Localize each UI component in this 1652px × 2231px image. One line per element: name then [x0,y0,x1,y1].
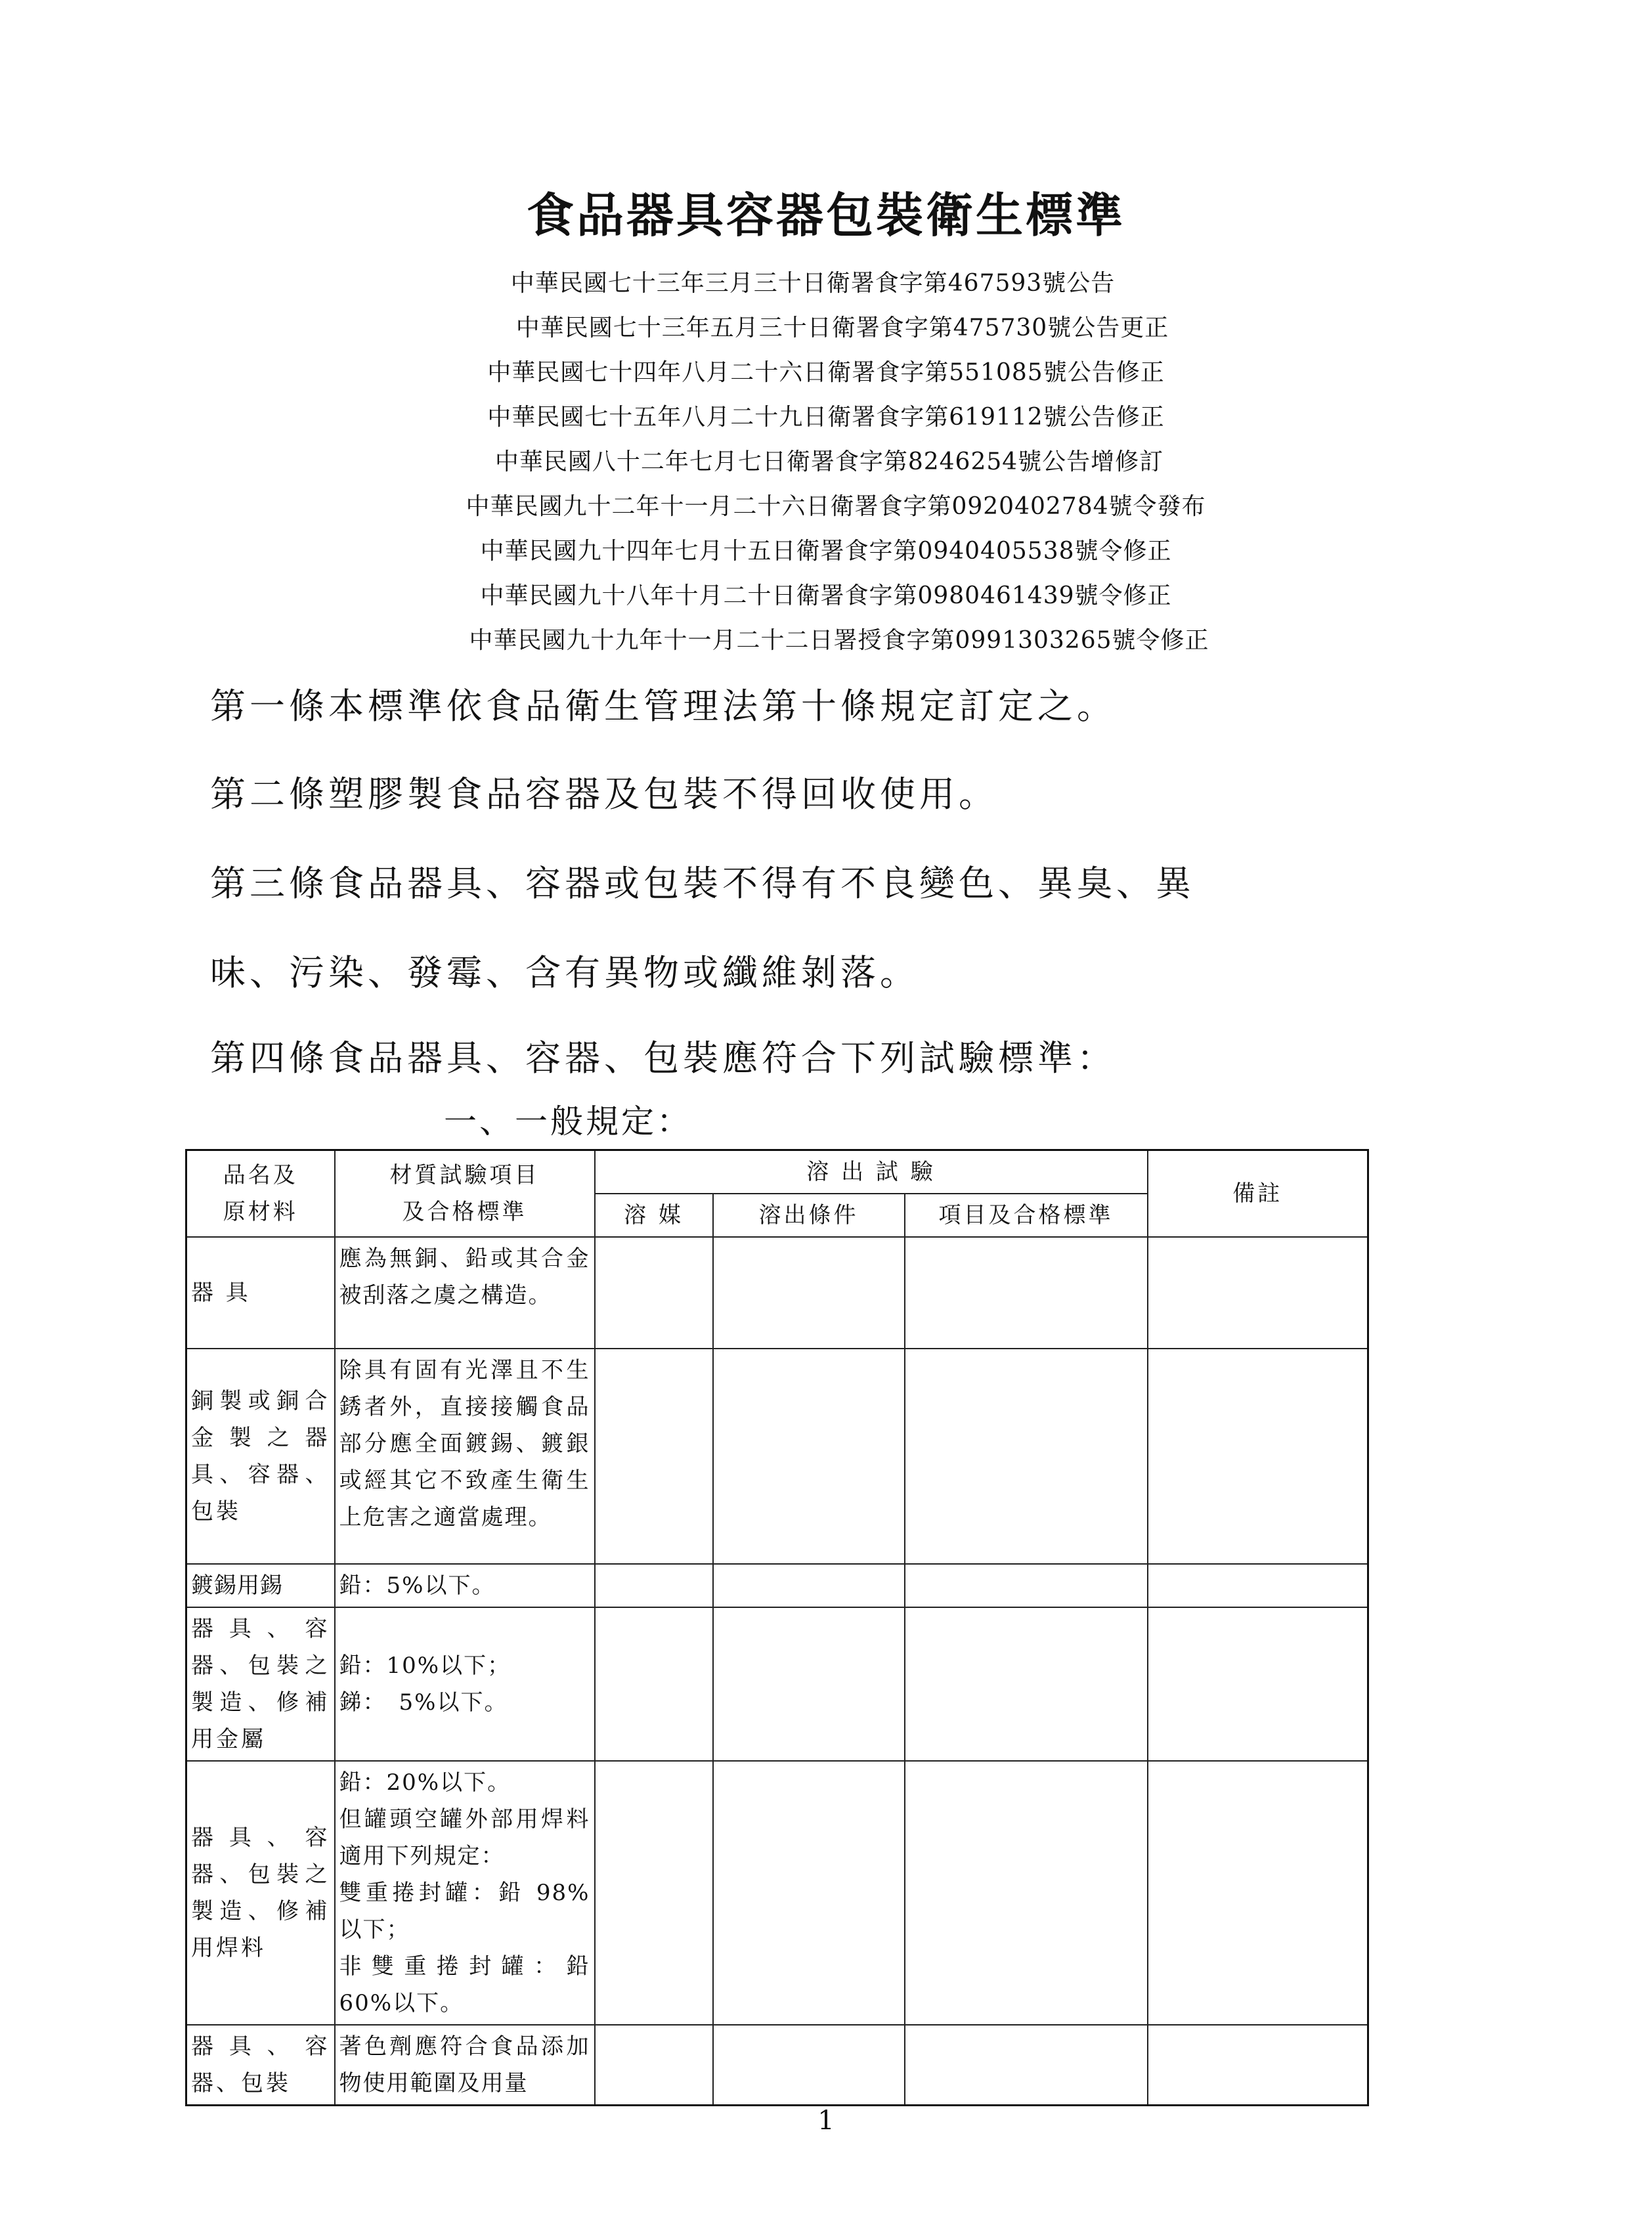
row-condition [713,1564,905,1607]
row-material [335,1607,595,1761]
article-3-line-1: 第三條食品器具、容器或包裝不得有不良變色、異臭、異 [210,863,1195,904]
row-solvent [595,1237,713,1349]
row-material: 除具有固有光澤且不生銹者外，直接接觸食品部分應全面鍍錫、鍍銀或經其它不致產生衛生上危害之適當處理。 [335,1349,595,1564]
row-item-standard [905,1564,1148,1607]
row-solvent [595,1349,713,1564]
row-material: 著色劑應符合食品添加物使用範圍及用量 [335,2025,595,2106]
article-4: 第四條食品器具、容器、包裝應符合下列試驗標準： [210,1037,1116,1079]
header-material-line: 材質試驗項目 [389,1162,540,1188]
test-standard-table [185,1149,1369,2106]
material-line: 銻： 5%以下。 [339,1689,508,1716]
row-condition [713,1761,905,2025]
row-name: 器 具 [186,1237,335,1349]
row-name: 銅製或銅合金製之器具、容器、包裝 [186,1349,335,1564]
section-heading-general: 一、一般規定： [444,1102,692,1140]
row-remarks [1148,1349,1368,1564]
document-title: 食品器具容器包裝衛生標準 [526,187,1125,243]
material-line: 鉛：10%以下； [339,1653,511,1679]
row-material [335,1761,595,2025]
row-solvent [595,1564,713,1607]
table-row [186,1349,1368,1564]
table-row [186,1607,1368,1761]
header-name-line: 原材料 [223,1199,298,1225]
row-solvent [595,2025,713,2106]
row-remarks [1148,2025,1368,2106]
table-row [186,1237,1368,1349]
row-item-standard [905,1761,1148,2025]
row-item-standard [905,1237,1148,1349]
row-condition [713,1349,905,1564]
material-line: 但罐頭空罐外部用焊料適用下列規定： [339,1806,590,1869]
history-line: 中華民國九十二年十一月二十六日衛署食字第0920402784號令發布 [466,493,1206,520]
article-1: 第一條本標準依食品衛生管理法第十條規定訂定之。 [210,685,1116,727]
page-number: 1 [817,2106,835,2136]
row-material: 應為無銅、鉛或其合金被刮落之虞之構造。 [335,1237,595,1349]
row-remarks [1148,1237,1368,1349]
row-material: 鉛：5%以下。 [335,1564,595,1607]
material-line: 鉛：20%以下。 [339,1769,511,1796]
row-name: 器具、容器、包裝 [186,2025,335,2106]
row-solvent [595,1761,713,2025]
history-line: 中華民國七十三年五月三十日衛署食字第475730號公告更正 [515,314,1169,341]
table-row [186,1564,1368,1607]
row-condition [713,2025,905,2106]
header-name [186,1150,335,1238]
amendment-history [0,261,1652,663]
history-line: 中華民國九十四年七月十五日衛署食字第0940405538號令修正 [480,538,1172,565]
row-remarks [1148,1761,1368,2025]
row-name: 鍍錫用錫 [186,1564,335,1607]
row-name: 器具、容器、包裝之製造、修補用焊料 [186,1761,335,2025]
history-line: 中華民國七十三年三月三十日衛署食字第467593號公告 [510,270,1116,297]
row-item-standard [905,2025,1148,2106]
header-dissolution: 溶 出 試 驗 [595,1150,1148,1194]
history-line: 中華民國九十八年十月二十日衛署食字第0980461439號令修正 [480,582,1172,609]
header-name-line: 品名及 [223,1162,298,1188]
header-remarks: 備註 [1148,1150,1368,1238]
row-item-standard [905,1349,1148,1564]
article-3-line-2: 味、污染、發霉、含有異物或纖維剝落。 [210,952,919,993]
history-line: 中華民國八十二年七月七日衛署食字第8246254號公告增修訂 [494,448,1164,475]
row-condition [713,1607,905,1761]
row-remarks [1148,1607,1368,1761]
header-material-line: 及合格標準 [402,1199,527,1225]
table-row [186,2025,1368,2106]
history-line: 中華民國七十四年八月二十六日衛署食字第551085號公告修正 [487,359,1165,386]
header-material [335,1150,595,1238]
material-line: 雙重捲封罐：鉛 98%以下； [339,1880,590,1943]
table-header-row [186,1150,1368,1194]
row-remarks [1148,1564,1368,1607]
header-item-standard: 項目及合格標準 [905,1194,1148,1237]
table-row [186,1761,1368,2025]
history-line: 中華民國九十九年十一月二十二日署授食字第0991303265號令修正 [469,627,1209,654]
row-item-standard [905,1607,1148,1761]
header-condition: 溶出條件 [713,1194,905,1237]
material-line: 非雙重捲封罐：鉛 60%以下。 [339,1953,590,2016]
header-solvent: 溶 媒 [595,1194,713,1237]
row-condition [713,1237,905,1349]
history-line: 中華民國七十五年八月二十九日衛署食字第619112號公告修正 [487,404,1165,431]
row-name: 器具、容器、包裝之製造、修補用金屬 [186,1607,335,1761]
row-solvent [595,1607,713,1761]
article-2: 第二條塑膠製食品容器及包裝不得回收使用。 [210,773,998,815]
